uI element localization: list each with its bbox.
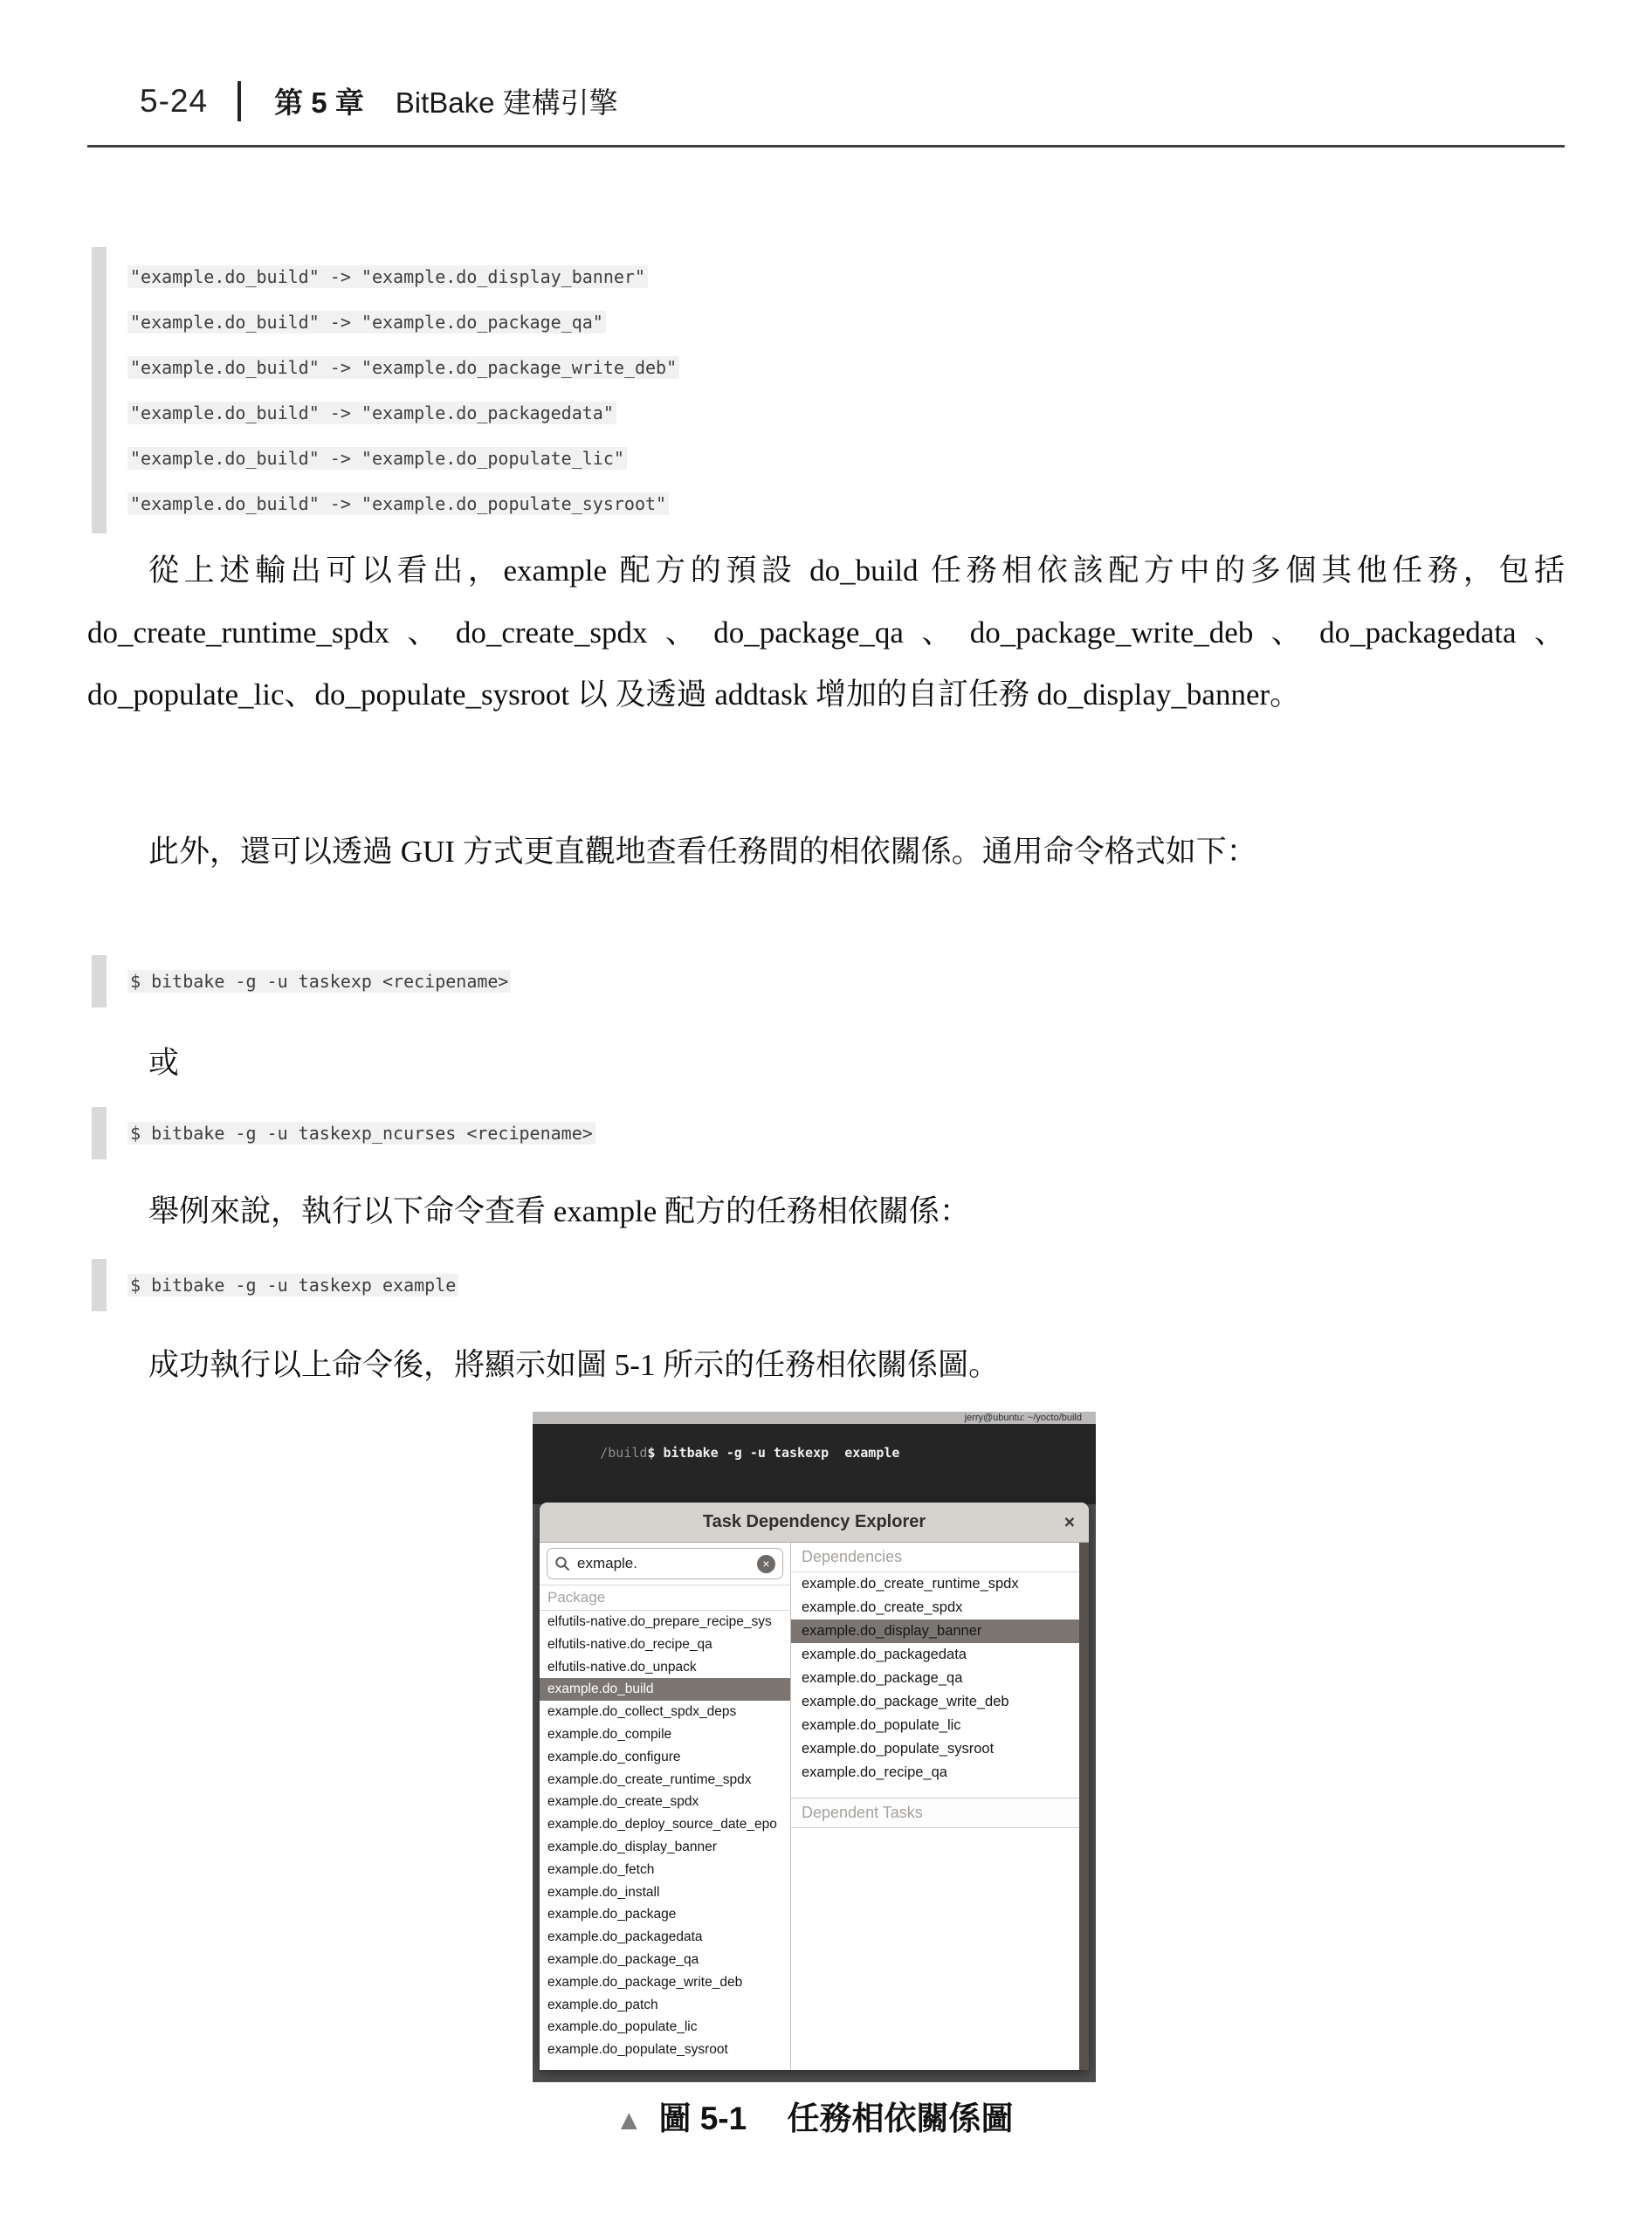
code-block-graph-output xyxy=(92,247,679,533)
dependency-list-item: example.do_recipe_qa xyxy=(802,1764,947,1780)
code-line: "example.do_build" -> "example.do_populate_lic" xyxy=(127,436,679,481)
page-number: 5-24 xyxy=(140,82,209,119)
dependencies-header: Dependencies xyxy=(791,1543,1089,1572)
package-list-item: example.do_package xyxy=(547,1907,677,1922)
header-rule xyxy=(87,145,1565,148)
package-list-item: example.do_fetch xyxy=(547,1861,655,1877)
package-list-item: example.do_install xyxy=(547,1884,660,1900)
package-list-item: example.do_create_runtime_spdx xyxy=(547,1771,752,1787)
chapter-label: 第 5 章 xyxy=(274,86,364,119)
package-list xyxy=(540,1611,790,2070)
dependency-list-item: example.do_populate_lic xyxy=(802,1717,961,1733)
package-list-item: example.do_populate_sysroot xyxy=(547,2042,728,2058)
search-input xyxy=(547,1548,783,1579)
figure-caption-label: 圖 5-1 xyxy=(658,2101,747,2136)
figure-task-dependency-explorer-screenshot xyxy=(533,1412,1096,2082)
dependency-list-item: example.do_package_write_deb xyxy=(802,1694,1009,1709)
package-column-header: Package xyxy=(540,1585,790,1611)
code-line: $ bitbake -g -u taskexp example xyxy=(127,1266,458,1304)
code-line: $ bitbake -g -u taskexp <recipename> xyxy=(127,962,511,1001)
search-icon xyxy=(554,1556,570,1571)
clear-search-icon: × xyxy=(757,1555,775,1573)
dependencies-panel xyxy=(791,1543,1089,2070)
package-list-item: example.do_package_qa xyxy=(547,1951,699,1967)
dependency-list-item: example.do_populate_sysroot xyxy=(802,1741,995,1757)
close-icon: × xyxy=(1063,1512,1075,1532)
dialog-title: Task Dependency Explorer xyxy=(702,1512,926,1531)
package-list-item: example.do_create_spdx xyxy=(547,1794,699,1810)
terminal-command: $ bitbake -g -u taskexp example xyxy=(647,1445,900,1461)
code-line: "example.do_build" -> "example.do_package_write_deb" xyxy=(127,345,679,390)
code-block-cmd-taskexp-example xyxy=(92,1259,458,1311)
package-list-item: example.do_compile xyxy=(547,1726,672,1742)
package-list-item: example.do_configure xyxy=(547,1749,681,1764)
package-list-item: example.do_deploy_source_date_epo xyxy=(547,1817,777,1833)
dependency-list-item: example.do_package_qa xyxy=(802,1670,963,1686)
page-header xyxy=(140,80,618,121)
paragraph-gui-intro: 此外，還可以透過 GUI 方式更直觀地查看任務間的相依關係。通用命令格式如下： xyxy=(148,835,1257,869)
triangle-icon: ▲ xyxy=(615,2104,644,2135)
chapter-title: BitBake 建構引擎 xyxy=(395,86,618,119)
code-line: "example.do_build" -> "example.do_populate_sysroot" xyxy=(127,481,679,526)
dialog-body xyxy=(540,1543,1089,2070)
dependency-list-item: example.do_display_banner xyxy=(791,1620,1089,1643)
package-list-item: elfutils-native.do_unpack xyxy=(547,1659,697,1675)
package-list-item: elfutils-native.do_prepare_recipe_sys xyxy=(547,1614,772,1629)
dependency-list-item: example.do_create_runtime_spdx xyxy=(802,1576,1019,1592)
task-dependency-explorer-dialog xyxy=(540,1503,1089,2070)
dependencies-list xyxy=(791,1572,1089,1785)
package-list-item: example.do_collect_spdx_deps xyxy=(547,1704,737,1720)
paragraph-or: 或 xyxy=(148,1046,180,1080)
terminal-window xyxy=(533,1424,1096,1504)
search-row xyxy=(540,1543,790,1585)
code-line: "example.do_build" -> "example.do_display_banner" xyxy=(127,254,679,299)
code-line: "example.do_build" -> "example.do_package_qa" xyxy=(127,299,679,345)
code-line: "example.do_build" -> "example.do_packagedata" xyxy=(127,390,679,436)
search-value: exmaple. xyxy=(577,1555,637,1571)
package-list-item: example.do_populate_lic xyxy=(547,2019,698,2035)
paragraph-result-intro: 成功執行以上命令後，將顯示如圖 5-1 所示的任務相依關係圖。 xyxy=(148,1348,1000,1382)
terminal-command-line xyxy=(537,1429,899,1476)
package-list-item: example.do_patch xyxy=(547,1997,658,2012)
dependent-tasks-header: Dependent Tasks xyxy=(791,1798,1079,1828)
code-line: $ bitbake -g -u taskexp_ncurses <recipename> xyxy=(127,1114,595,1152)
dialog-titlebar xyxy=(540,1503,1089,1543)
package-list-item: elfutils-native.do_recipe_qa xyxy=(547,1636,712,1652)
figure-caption-text: 任務相依關係圖 xyxy=(787,2101,1014,2136)
package-list-item: example.do_build xyxy=(540,1678,790,1701)
paragraph-example-intro: 舉例來說，執行以下命令查看 example 配方的任務相依關係： xyxy=(148,1194,971,1228)
terminal-prompt: /build xyxy=(600,1445,648,1461)
code-block-cmd-taskexp-ncurses xyxy=(92,1107,595,1159)
dependency-list-item: example.do_create_spdx xyxy=(802,1599,963,1615)
package-panel xyxy=(540,1543,791,2070)
header-divider xyxy=(237,81,241,121)
terminal-titlebar: jerry@ubuntu: ~/yocto/build xyxy=(533,1412,1096,1424)
dependency-list-item: example.do_packagedata xyxy=(802,1647,967,1662)
figure-caption xyxy=(489,2092,1139,2139)
package-list-item: example.do_package_write_deb xyxy=(547,1974,743,1990)
package-list-item: example.do_display_banner xyxy=(547,1839,717,1854)
package-list-item: example.do_packagedata xyxy=(547,1929,703,1945)
scrollbar xyxy=(1079,1543,1089,2070)
paragraph-dependencies-summary: 從上述輸出可以看出，example 配方的預設 do_build 任務相依該配方中的多個其他任務，包括 do_create_runtime_spdx、do_create_spdx、do_package_qa、do_package_write_deb、do_packagedata、do_populate_lic、do_populate_sysroot 以 及透過 addtask 增加的自訂任務 do_display_banner。 xyxy=(87,554,1565,712)
code-block-cmd-taskexp xyxy=(92,955,511,1007)
